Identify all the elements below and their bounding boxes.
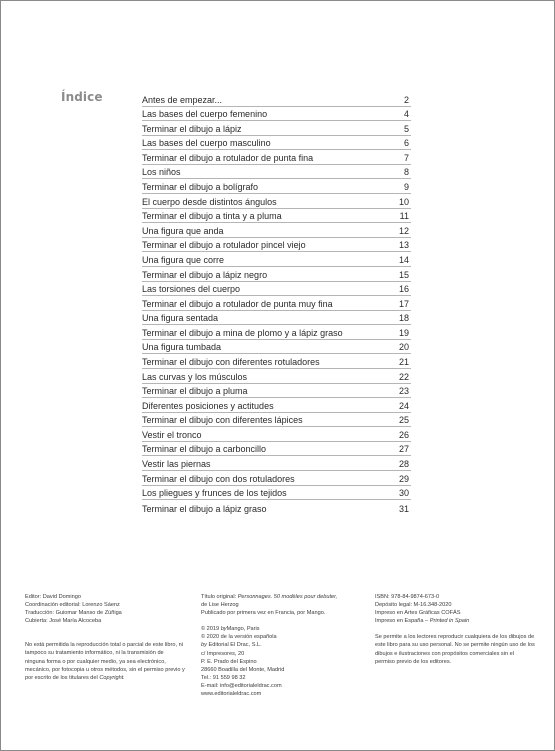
toc-entry [142,150,411,165]
toc-entry [142,136,411,151]
coordination-credit: Coordinación editorial: Lorenzo Sáenz [25,602,120,609]
toc-entry-title: Vestir el tronco [142,429,202,440]
toc-entry [142,238,411,253]
toc-entry [142,179,411,194]
toc-entry-page-number: 17 [398,298,409,309]
toc-entry-page-number: 25 [398,415,409,426]
toc-entry-page-number: 31 [398,503,409,514]
toc-entry-page-number: 11 [399,211,409,222]
toc-entry-page-number: 29 [398,473,409,484]
toc-entry-title: Diferentes posiciones y actitudes [142,400,274,411]
publisher-street: c/ Impresores, 20 [201,650,245,657]
toc-entry [142,427,411,442]
publisher-website: www.editorialeldrac.com [201,691,262,698]
toc-entry [142,500,411,515]
toc-entry-page-number: 20 [398,342,409,353]
toc-entry-title: Terminar el dibujo con diferentes lápices [142,415,303,426]
toc-entry-title: Terminar el dibujo a tinta y a pluma [142,211,282,222]
toc-entry-title: Una figura sentada [142,313,219,324]
toc-entry [142,296,411,311]
toc-entry-page-number: 15 [398,269,409,280]
toc-heading: Índice [61,90,103,104]
toc-entry [142,384,411,399]
original-author: de Lise Herzog [201,602,239,609]
toc-entry-page-number: 19 [398,327,409,338]
toc-entry [142,369,411,384]
toc-entry-title: Los pliegues y frunces de los tejidos [142,488,287,499]
toc-entry [142,165,411,180]
toc-entry-title: Una figura que anda [142,225,224,236]
toc-entry-title: Antes de empezar... [142,94,223,105]
toc-entry-title: Terminar el dibujo a bolígrafo [142,182,259,193]
toc-entry [142,471,411,486]
toc-entry-page-number: 22 [398,371,409,382]
toc-entry-title: Terminar el dibujo a mina de plomo y a lápiz graso [142,327,343,338]
toc-entry-page-number: 14 [398,254,409,265]
editor-credit: Editor: David Domingo [25,594,81,600]
copyright-spanish: © 2020 de la versión española [201,634,277,641]
toc-entry-title: Terminar el dibujo a lápiz negro [142,269,268,280]
toc-entry [142,92,411,107]
copyright-original: © 2019 byMango, Paris [201,626,260,633]
toc-entry [142,325,411,340]
toc-entry [142,267,411,282]
permission-notice: Se permite a los lectores reproducir cualquiera de los dibujos de este libro para su uso personal. No se permite ningún uso de los dibujos e ilustraciones con propósitos comerciales sin el permiso previo de los editores. [375,634,535,665]
toc-entry-page-number: 18 [398,313,409,324]
toc-entry-title: El cuerpo desde distintos ángulos [142,196,277,207]
toc-entry [142,223,411,238]
toc-entry-page-number: 13 [398,240,409,251]
toc-entry-page-number: 27 [398,444,409,455]
first-publication: Publicado por primera vez en Francia, por Mango. [201,610,326,617]
toc-entry-title: Terminar el dibujo a rotulador de punta muy fina [142,298,333,309]
toc-entry-title: Una figura tumbada [142,342,222,353]
toc-entry [142,442,411,457]
legal-deposit: Depósito legal: M-16.348-2020 [375,602,452,609]
toc-entry [142,354,411,369]
toc-entry-page-number: 16 [398,284,409,295]
toc-entry-title: Vestir las piernas [142,459,211,470]
toc-entry-page-number: 24 [398,400,409,411]
isbn: ISBN: 978-84-9874-673-0 [375,594,440,600]
toc-entry-page-number: 8 [403,167,409,178]
toc-entry-title: Las curvas y los músculos [142,371,248,382]
toc-entry [142,107,411,122]
toc-entry [142,398,411,413]
toc-entry [142,456,411,471]
toc-entry-page-number: 12 [398,225,409,236]
toc-entry-page-number: 2 [403,94,409,105]
toc-entry-page-number: 26 [398,429,409,440]
toc-entry-title: Terminar el dibujo a lápiz graso [142,503,267,514]
toc-entry-title: Terminar el dibujo a carboncillo [142,444,267,455]
cover-credit: Cubierta: José María Alcoceba [25,618,102,625]
toc-entry-page-number: 5 [403,123,409,134]
toc-entry-page-number: 28 [398,459,409,470]
toc-entry [142,121,411,136]
publisher-phone: Tel.: 91 559 98 32 [201,674,246,681]
toc-entry-page-number: 10 [398,196,409,207]
toc-entry-title: Terminar el dibujo a pluma [142,386,248,397]
toc-entry-page-number: 6 [403,138,409,149]
credits-column [25,593,185,682]
publisher: by Editorial El Drac, S.L. [201,642,262,649]
toc-entry-title: Terminar el dibujo a lápiz [142,123,242,134]
table-of-contents [142,92,411,515]
translation-credit: Traducción: Guiomar Manso de Zúñiga [25,610,122,617]
toc-entry-title: Las bases del cuerpo femenino [142,109,268,120]
toc-entry-page-number: 7 [403,152,409,163]
toc-entry-title: Las torsiones del cuerpo [142,284,241,295]
toc-entry [142,209,411,224]
toc-entry-title: Terminar el dibujo con dos rotuladores [142,473,295,484]
original-title: Título original: Personnages. 50 modèles pour debuter, [201,594,338,600]
toc-entry [142,282,411,297]
legal-column [375,593,535,666]
toc-entry-page-number: 23 [398,386,409,397]
toc-entry-page-number: 21 [398,356,409,367]
toc-entry-title: Terminar el dibujo a rotulador pincel viejo [142,240,306,251]
toc-entry-title: Una figura que corre [142,254,225,265]
publisher-park: P. E. Prado del Espino [201,658,257,665]
toc-entry [142,252,411,267]
toc-entry-page-number: 30 [398,488,409,499]
toc-entry [142,311,411,326]
publisher-email: E-mail: info@editorialeldrac.com [201,682,282,689]
toc-entry-page-number: 9 [403,182,409,193]
publisher-city: 28660 Boadilla del Monte, Madrid [201,666,285,673]
toc-entry-title: Terminar el dibujo a rotulador de punta fina [142,152,314,163]
toc-entry [142,340,411,355]
toc-entry-page-number: 4 [403,109,409,120]
printer: Impreso en Artes Gráficas COFÁS [375,610,461,617]
printed-in: Impreso en España – Printed in Spain [375,618,470,625]
toc-entry-title: Terminar el dibujo con diferentes rotuladores [142,356,320,367]
toc-entry-title: Las bases del cuerpo masculino [142,138,271,149]
toc-entry [142,486,411,501]
original-edition-column [201,593,366,698]
toc-entry [142,413,411,428]
rights-notice: No está permitida la reproducción total o parcial de este libro, ni tampoco su tratamiento informático, ni la transmisión de ninguna forma o por cualquier medio, ya sea electrónico, mecánico, por fotocopia u otros métodos, sin el permiso previo y por escrito de los titulares del Copyright. [25,642,185,681]
toc-entry [142,194,411,209]
toc-entry-title: Los niños [142,167,181,178]
